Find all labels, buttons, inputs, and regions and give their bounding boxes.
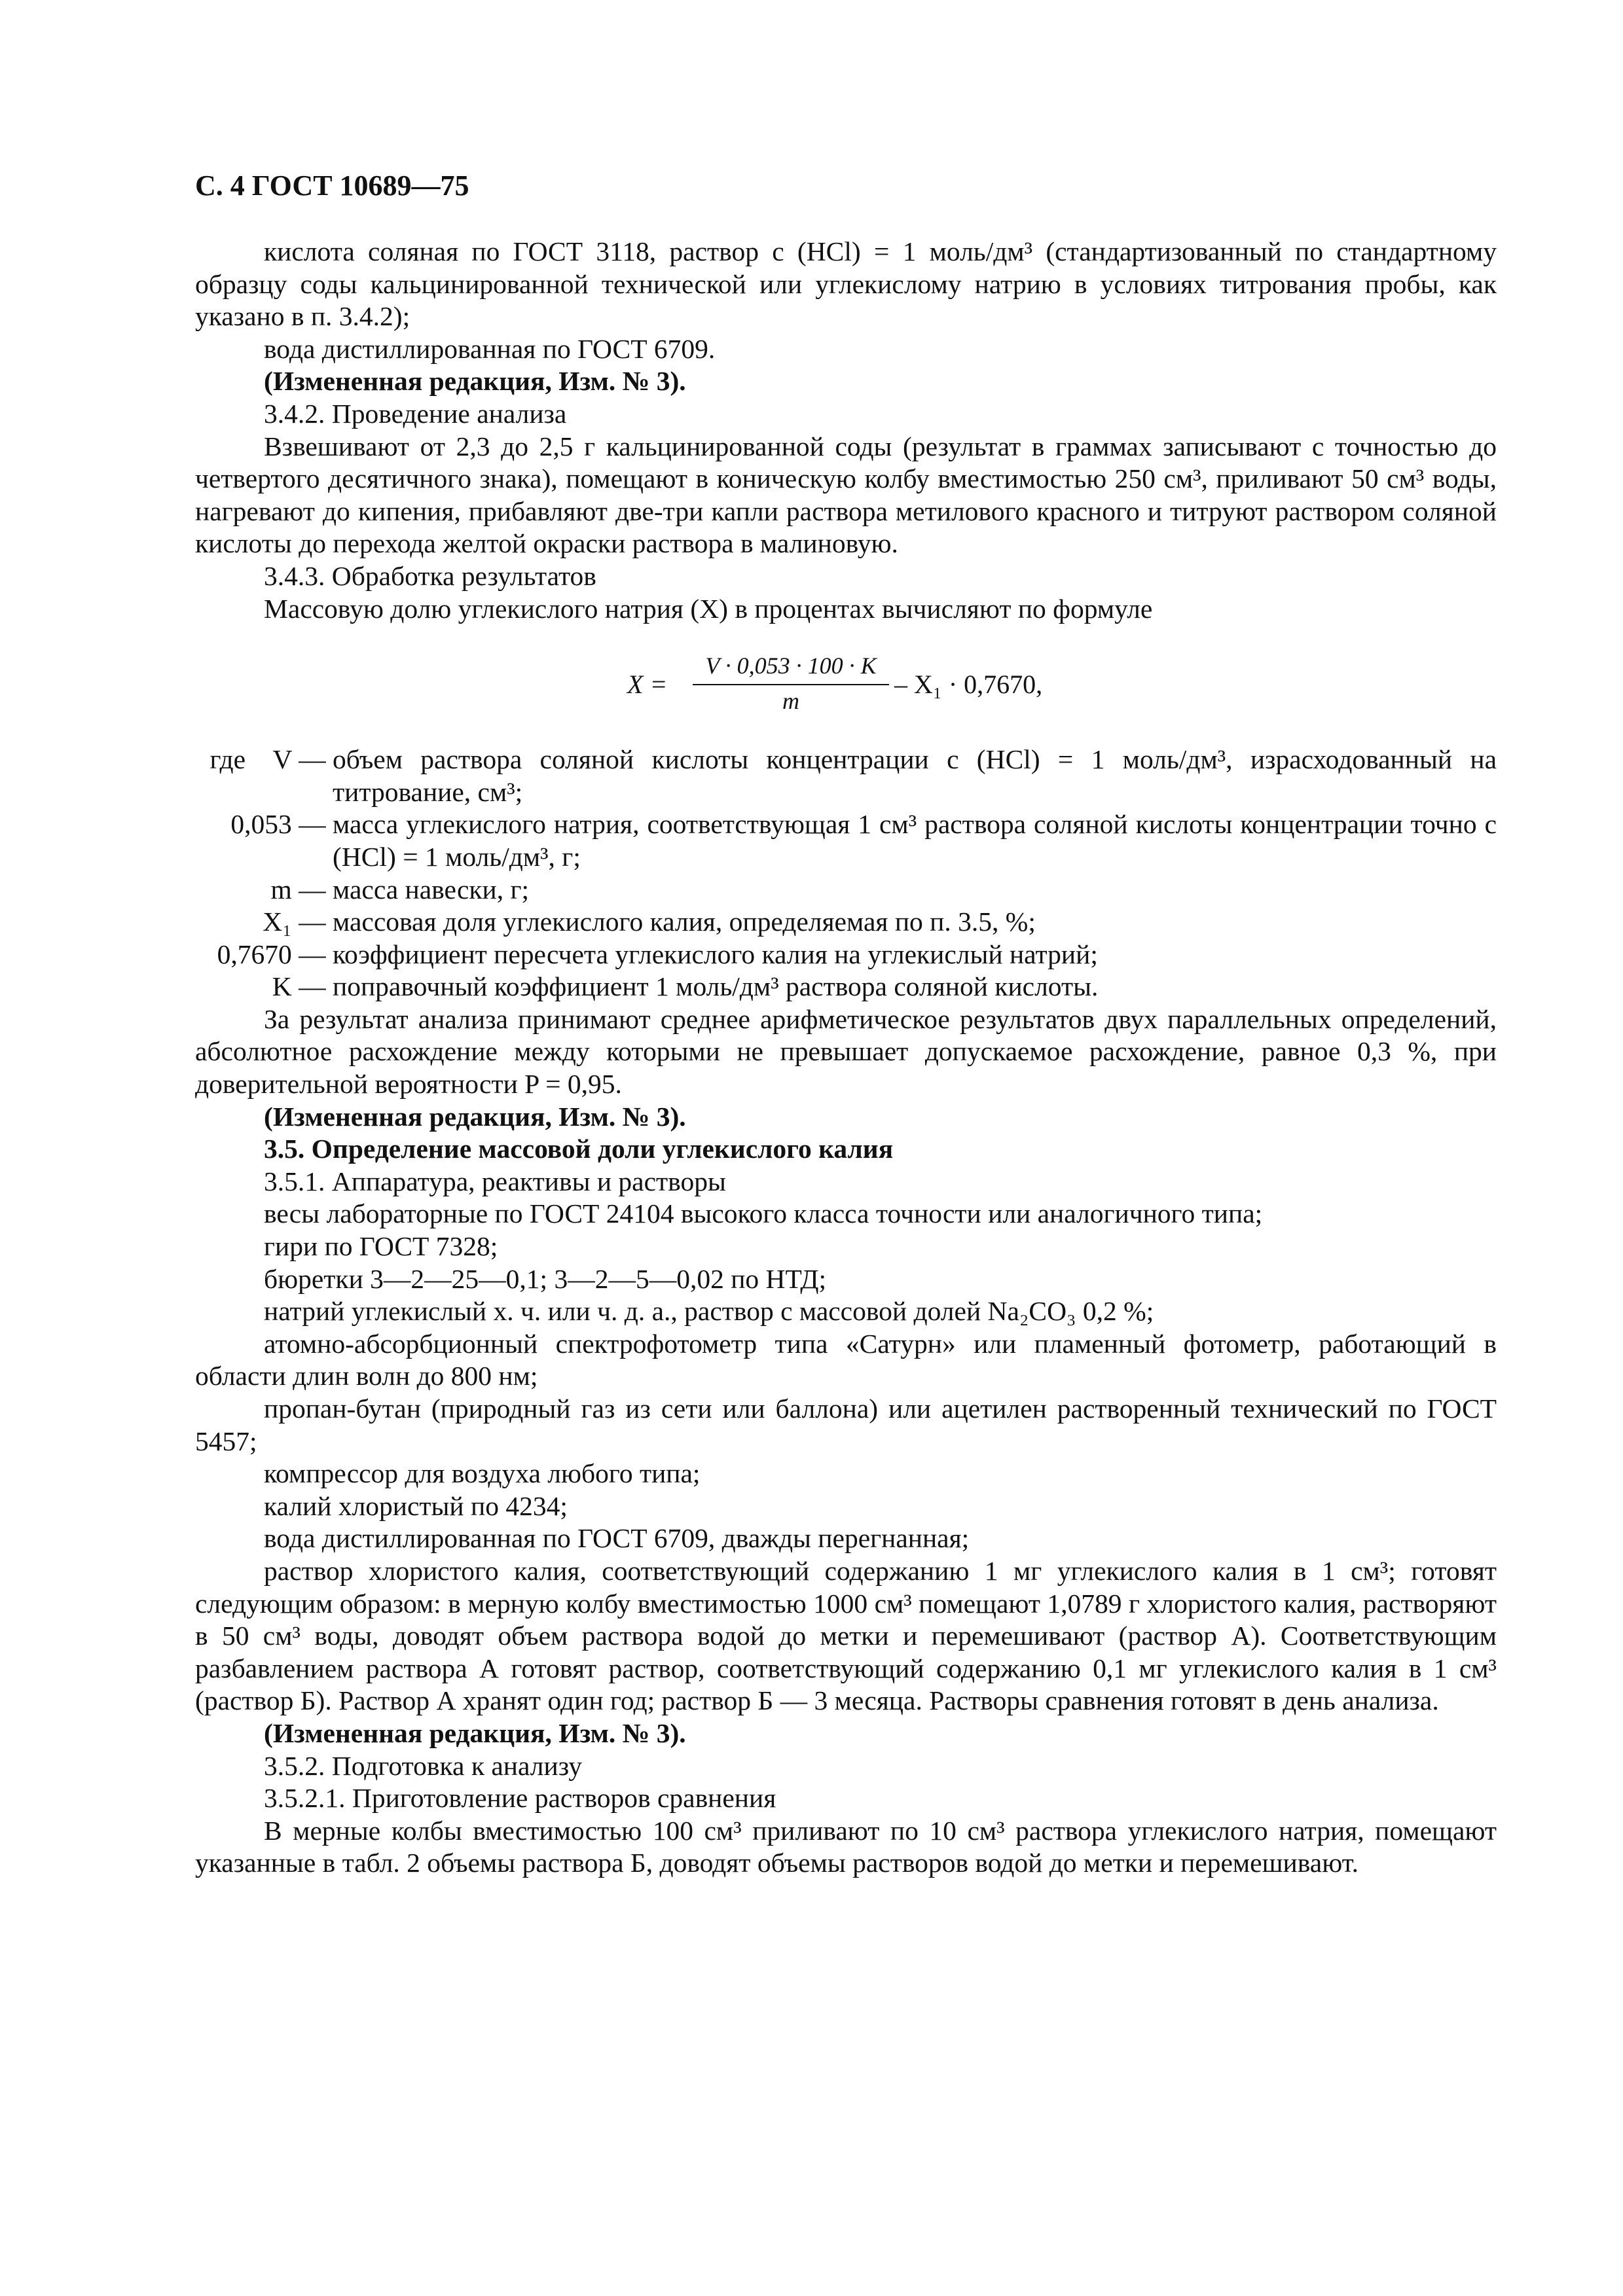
legend-symbol: 0,7670 — (217, 939, 333, 969)
paragraph: натрий углекислый х. ч. или ч. д. а., раствор с массовой долей Na₂CO₃ 0,2 %; (264, 1296, 1154, 1327)
paragraph: 3.5.2. Подготовка к анализу (264, 1750, 582, 1781)
paragraph: кислота соляная по ГОСТ 3118, раствор c (HCl) = 1 моль/дм³ (стандартизованный по стандартному образцу соды кальцинированной технической или углекислому натрию в условиях титрования пробы, как указано в п. 3.4.2); (195, 236, 1497, 332)
legend-description: объем раствора соляной кислоты концентрации c (HCl) = 1 моль/дм³, израсходованный на титрование, см³; (333, 744, 1497, 807)
paragraph: В мерные колбы вместимостью 100 см³ приливают по 10 см³ раствора углекислого натрия, помещают указанные в табл. 2 объемы раствора Б, доводят объемы растворов водой до метки и перемешивают. (195, 1815, 1497, 1878)
page-header: С. 4 ГОСТ 10689—75 (195, 170, 469, 202)
formula (195, 625, 1497, 744)
paragraph: 3.5. Определение массовой доли углекислого калия (264, 1134, 894, 1164)
formula-legend (195, 744, 1497, 1003)
paragraph: Взвешивают от 2,3 до 2,5 г кальцинированной соды (результат в граммах записывают с точностью до четвертого десятичного знака), помещают в коническую колбу вместимостью 250 см³, приливают 50 см³ воды, нагревают до кипения, прибавляют две-три капли раствора метилового красного и титруют раствором соляной кислоты до перехода желтой окраски раствора в малиновую. (195, 431, 1497, 559)
legend-symbol: m — (270, 874, 333, 905)
legend-description: масса навески, г; (333, 874, 530, 905)
legend-symbol: 0,053 — (230, 809, 333, 840)
legend-item (195, 939, 1497, 971)
paragraph: бюретки 3—2—25—0,1; 3—2—5—0,02 по НТД; (264, 1263, 827, 1294)
legend-description: коэффициент пересчета углекислого калия на углекислый натрий; (333, 939, 1098, 969)
formula-denominator: m (782, 688, 799, 715)
paragraph: пропан-бутан (природный газ из сети или баллона) или ацетилен растворенный технический по ГОСТ 5457; (195, 1393, 1497, 1456)
paragraph: калий хлористый по 4234; (264, 1490, 568, 1521)
formula-lhs: X = (627, 670, 668, 700)
legend-symbol: X₁ — (263, 906, 333, 937)
paragraph: 3.4.2. Проведение анализа (264, 398, 567, 429)
paragraph: вода дистиллированная по ГОСТ 6709, дважды перегнанная; (264, 1523, 970, 1554)
legend-item (195, 971, 1497, 1003)
paragraph: вода дистиллированная по ГОСТ 6709. (264, 333, 716, 364)
paragraph: (Измененная редакция, Изм. № 3). (264, 1101, 686, 1132)
document-body (195, 236, 1497, 1880)
paragraph: Массовую долю углекислого натрия (X) в процентах вычисляют по формуле (264, 593, 1153, 624)
paragraph: (Измененная редакция, Изм. № 3). (264, 366, 686, 397)
formula-numerator: V · 0,053 · 100 · K (705, 653, 877, 679)
fraction-bar (693, 684, 889, 685)
paragraph: 3.4.3. Обработка результатов (264, 560, 596, 591)
legend-description: масса углекислого натрия, соответствующая 1 см³ раствора соляной кислоты концентрации точно c (HCl) = 1 моль/дм³, г; (333, 809, 1497, 872)
paragraph: гири по ГОСТ 7328; (264, 1231, 498, 1262)
paragraph: За результат анализа принимают среднее арифметическое результатов двух параллельных определений, абсолютное расхождение между которыми не превышает допускаемое расхождение, равное 0,3 %, при доверительной вероятности P = 0,95. (195, 1003, 1497, 1100)
legend-item (195, 744, 1497, 808)
paragraph: раствор хлористого калия, соответствующий содержанию 1 мг углекислого калия в 1 см³; готовят следующим образом: в мерную колбу вместимостью 1000 см³ помещают 1,0789 г хлористого калия, растворяют в 50 см³ воды, доводят объем раствора водой до метки и перемешивают (раствор А). Соответствующим разбавлением раствора А готовят раствор, соответствующий содержанию 0,1 мг углекислого калия в 1 см³ (раствор Б). Раствор А хранят один год; раствор Б — 3 месяца. Растворы сравнения готовят в день анализа. (195, 1555, 1497, 1716)
formula-tail: – X₁ · 0,7670, (894, 670, 1043, 700)
section-after-formula (195, 1003, 1497, 1880)
legend-description: массовая доля углекислого калия, определяемая по п. 3.5, %; (333, 906, 1036, 937)
paragraph: весы лабораторные по ГОСТ 24104 высокого класса точности или аналогичного типа; (264, 1198, 1263, 1229)
legend-symbol: где V — (210, 744, 333, 775)
legend-item (195, 874, 1497, 906)
legend-item (195, 906, 1497, 939)
section-before-formula (195, 236, 1497, 625)
formula-fraction (693, 651, 889, 714)
paragraph: 3.5.2.1. Приготовление растворов сравнения (264, 1783, 776, 1814)
paragraph: компрессор для воздуха любого типа; (264, 1458, 701, 1489)
legend-description: поправочный коэффициент 1 моль/дм³ раствора соляной кислоты. (333, 971, 1099, 1002)
paragraph: атомно-абсорбционный спектрофотометр типа «Сатурн» или пламенный фотометр, работающий в области длин волн до 800 нм; (195, 1328, 1497, 1391)
paragraph: (Измененная редакция, Изм. № 3). (264, 1717, 686, 1748)
paragraph: 3.5.1. Аппаратура, реактивы и растворы (264, 1166, 726, 1196)
legend-item (195, 808, 1497, 873)
legend-symbol: K — (272, 971, 333, 1002)
